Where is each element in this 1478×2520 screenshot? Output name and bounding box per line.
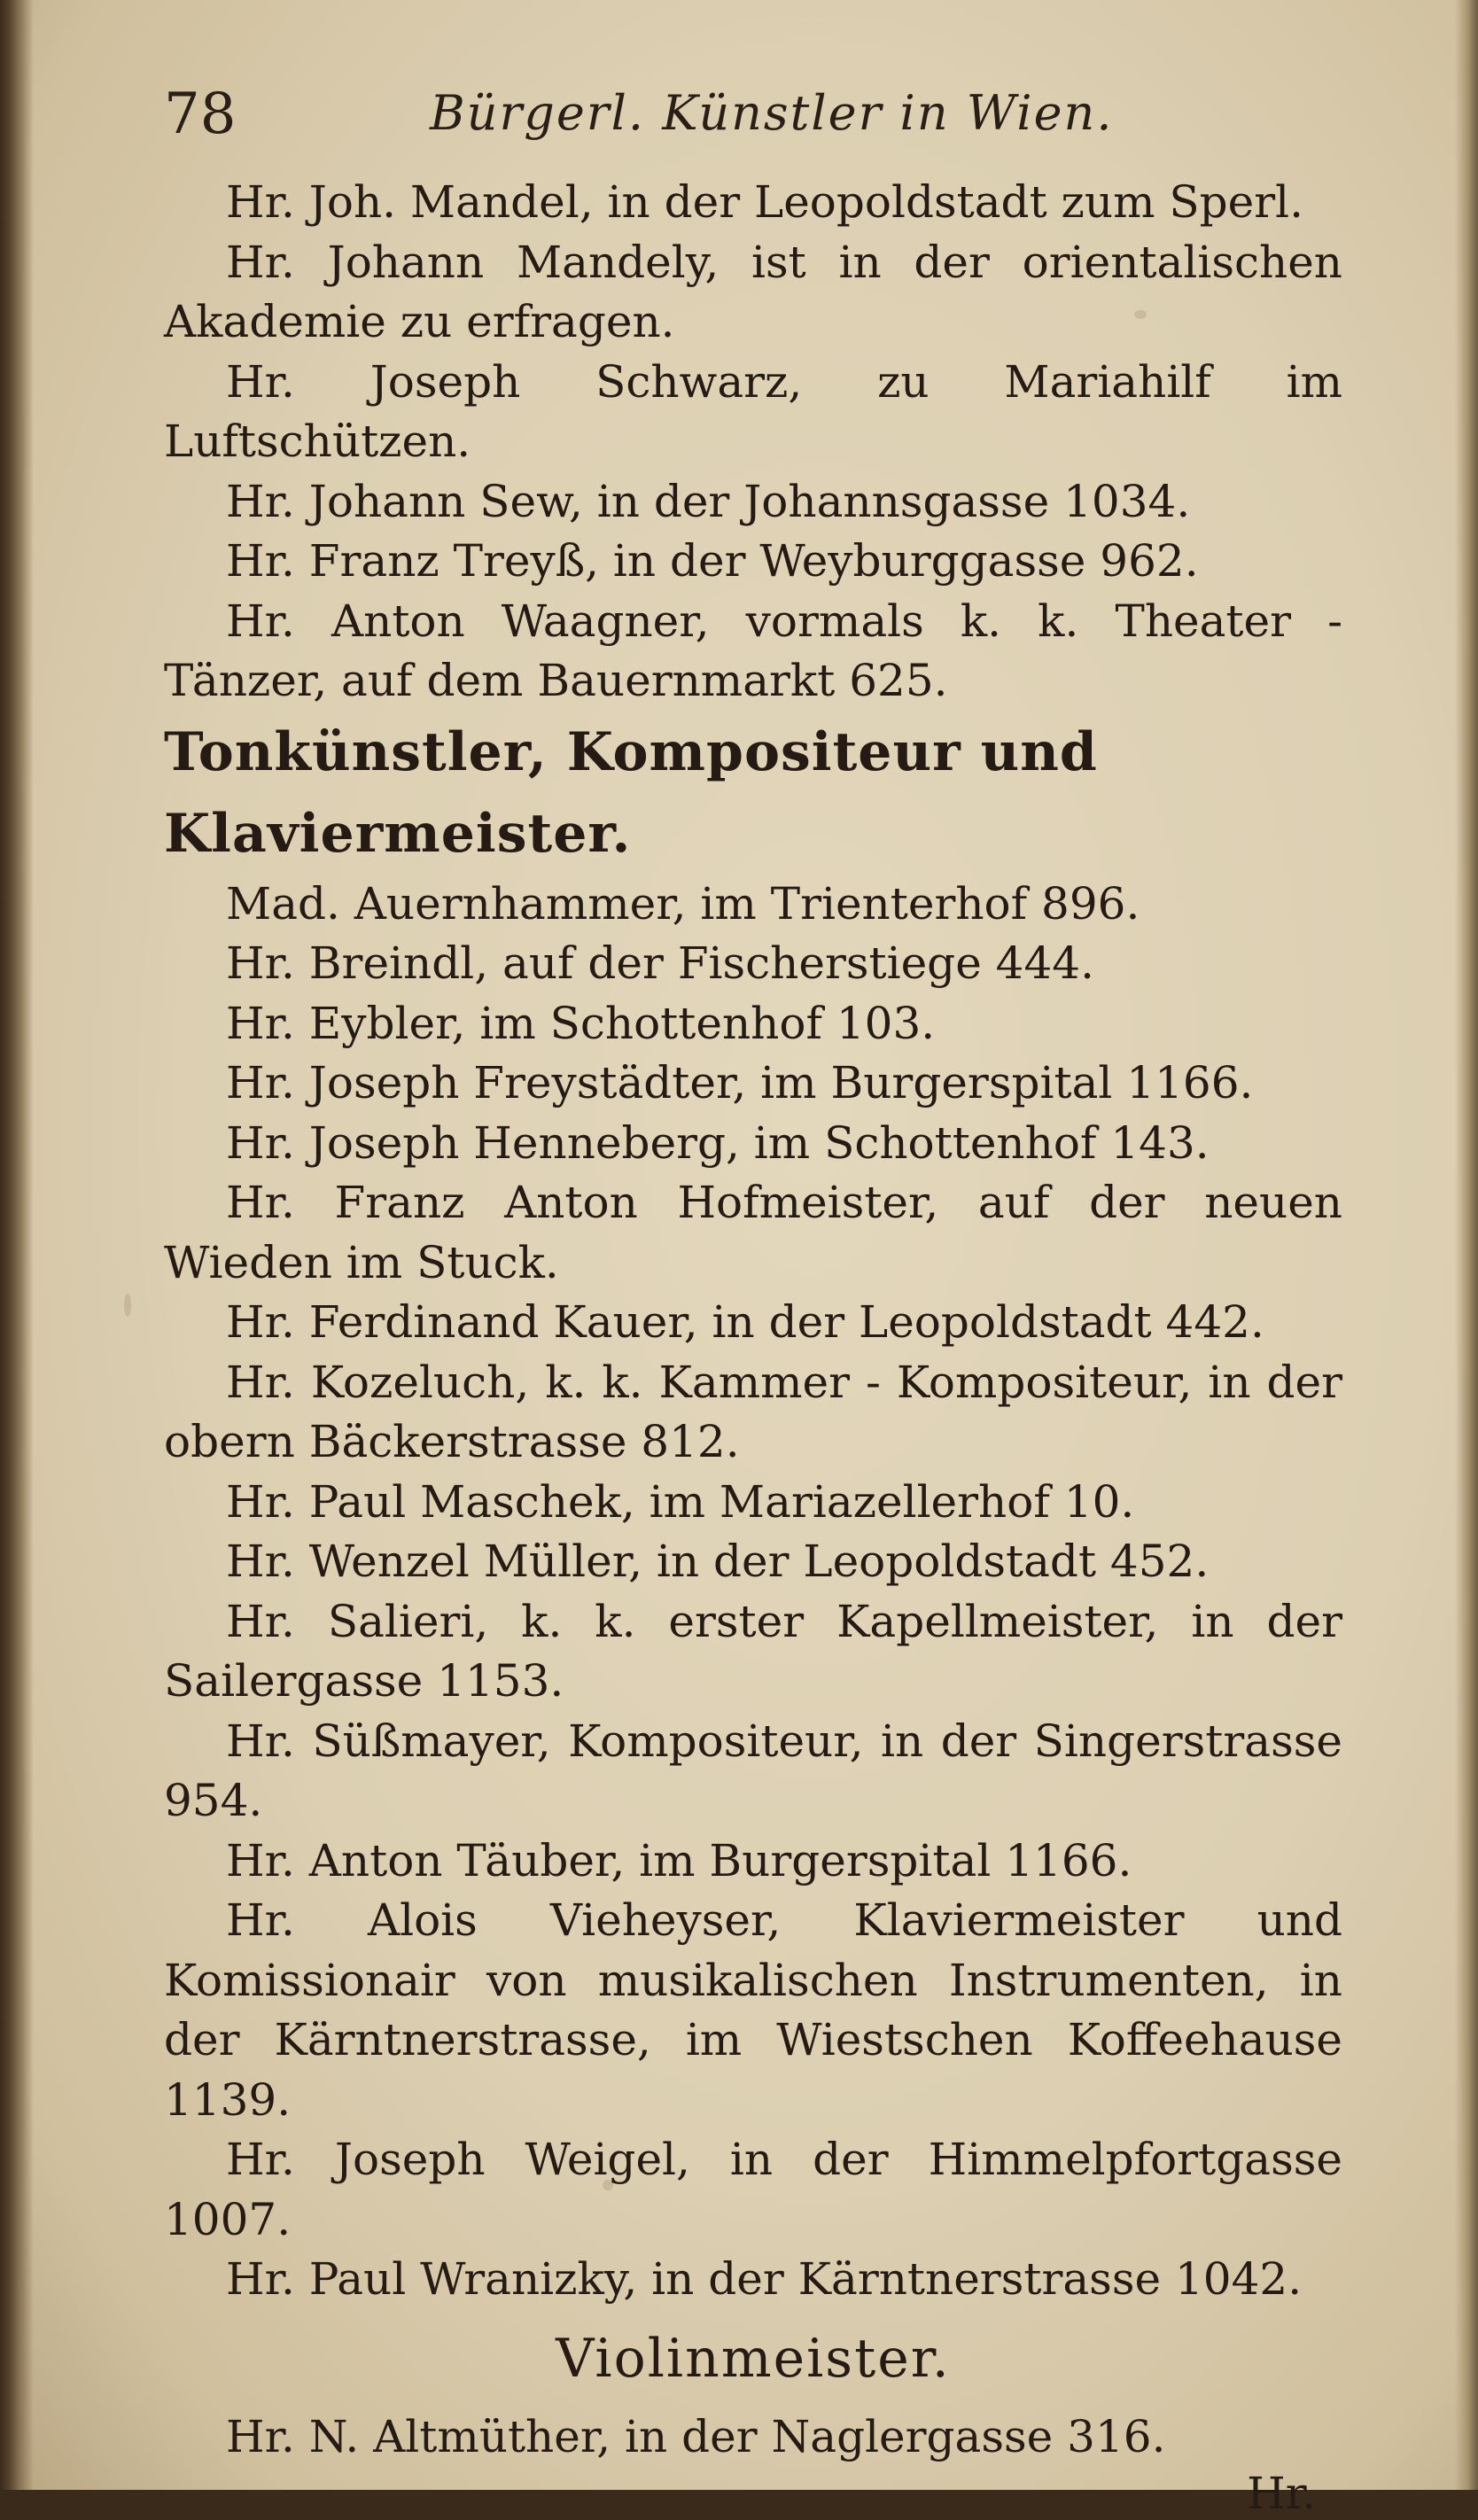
directory-entry: Hr. Süßmayer, Kompositeur, in der Singerstrasse 954.: [164, 1715, 1342, 1826]
directory-entry: Hr. Ferdinand Kauer, in der Leopoldstadt 442.: [226, 1296, 1264, 1348]
page-number: 78: [164, 82, 237, 147]
page-edge: [1455, 0, 1478, 2490]
directory-entry: Hr. Paul Wranizky, in der Kärntnerstrasse 1042.: [226, 2253, 1303, 2305]
directory-entry: Hr. Breindl, auf der Fischerstiege 444.: [226, 937, 1095, 989]
catchword: Hr.: [1247, 2468, 1316, 2519]
directory-entry: Hr. Joseph Schwarz, zu Mariahilf im Luftschützen.: [164, 355, 1342, 467]
directory-entry: Hr. Kozeluch, k. k. Kammer - Kompositeur, in der obern Bäckerstrasse 812.: [164, 1356, 1342, 1467]
directory-entry: Hr. Joseph Henneberg, im Schottenhof 143.: [226, 1116, 1210, 1169]
directory-entry: Mad. Auernhammer, im Trienterhof 896.: [226, 877, 1140, 929]
directory-entry: Hr. N. Altmüther, in der Naglergasse 316.: [226, 2410, 1166, 2462]
directory-entry: Hr. Joseph Freystädter, im Burgerspital 1166.: [226, 1057, 1254, 1108]
directory-entry: Hr. Anton Täuber, im Burgerspital 1166.: [226, 1834, 1132, 1886]
page-body: [164, 173, 1342, 2520]
section-heading-violinmeister: Violinmeister.: [556, 2327, 951, 2390]
directory-entry: Hr. Eybler, im Schottenhof 103.: [226, 997, 936, 1049]
directory-entry: Hr. Anton Waagner, vormals k. k. Theater - Tänzer, auf dem Bauernmarkt 625.: [164, 595, 1342, 706]
directory-entry: Hr. Franz Treyß, in der Weyburggasse 962.: [226, 535, 1199, 587]
directory-entry: Hr. Wenzel Müller, in der Leopoldstadt 452.: [226, 1536, 1210, 1587]
page-header: [164, 73, 1342, 152]
directory-entry: Hr. Paul Maschek, im Mariazellerhof 10.: [226, 1475, 1135, 1528]
section-heading-tonkuenstler: Tonkünstler, Kompositeur und Klaviermeister.: [164, 720, 1098, 865]
running-title: Bürgerl. Künstler in Wien.: [430, 85, 1114, 141]
spine-shadow: [0, 0, 34, 2490]
directory-entry: Hr. Johann Sew, in der Johannsgasse 1034.: [226, 475, 1191, 527]
directory-entry: Hr. Johann Mandely, ist in der orientalischen Akademie zu erfragen.: [164, 236, 1342, 347]
directory-entry: Hr. Franz Anton Hofmeister, auf der neuen Wieden im Stuck.: [164, 1177, 1342, 1288]
directory-entry: Hr. Salieri, k. k. erster Kapellmeister, in der Sailergasse 1153.: [164, 1595, 1342, 1707]
directory-entry: Hr. Joh. Mandel, in der Leopoldstadt zum Sperl.: [226, 176, 1304, 228]
paper-stain: [124, 1294, 131, 1317]
directory-entry: Hr. Alois Vieheyser, Klaviermeister und Komissionair von musikalischen Instrumenten, in der Kärntnerstrasse, im Wiestschen Koffeehause 1139.: [164, 1894, 1342, 2126]
directory-entry: Hr. Joseph Weigel, in der Himmelpfortgasse 1007.: [164, 2134, 1342, 2245]
